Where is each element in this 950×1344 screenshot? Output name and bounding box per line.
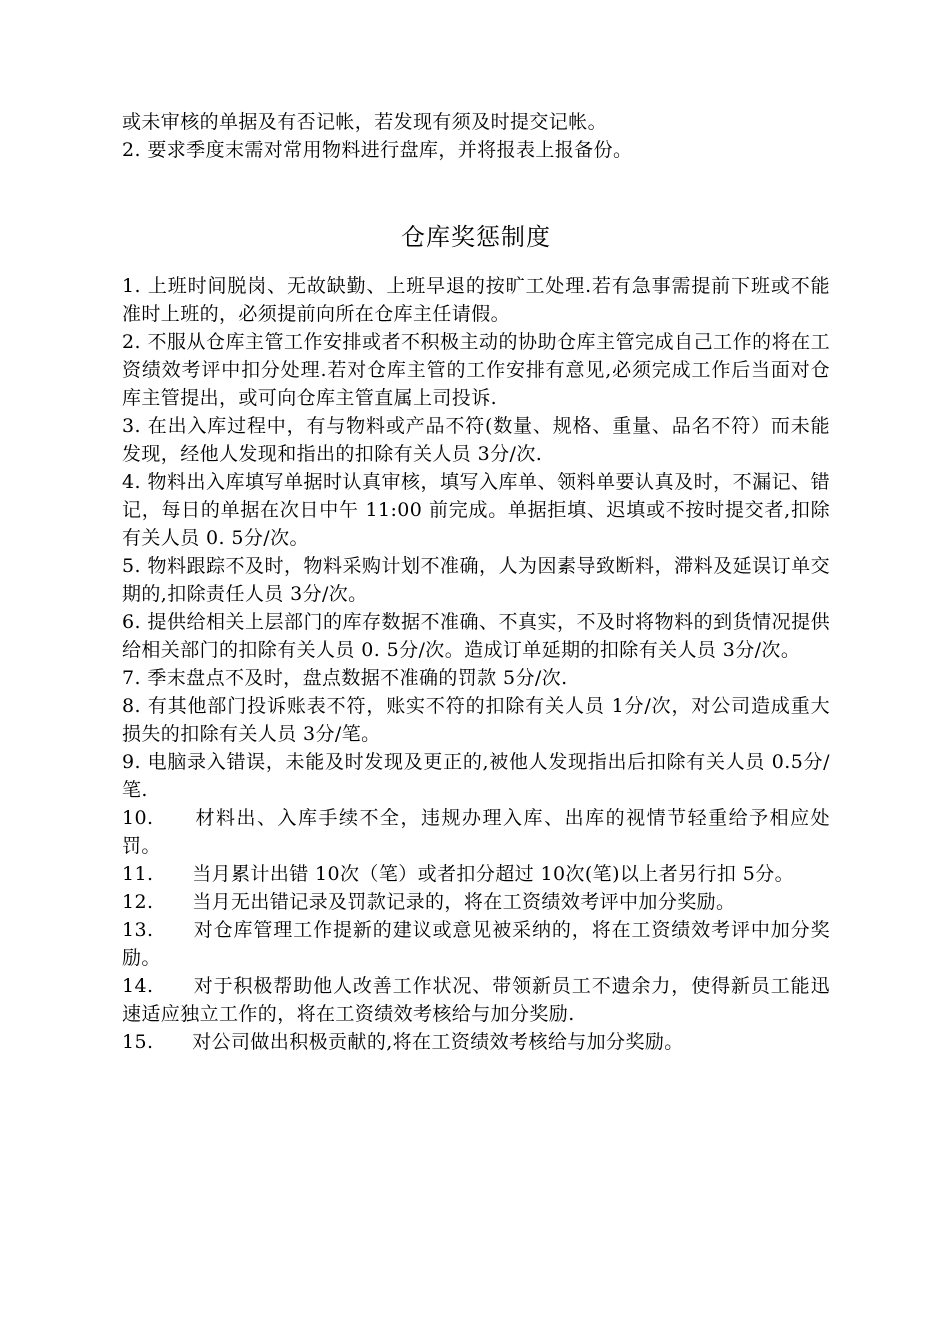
rule-item: 2. 不服从仓库主管工作安排或者不积极主动的协助仓库主管完成自己工作的将在工资绩效考评中扣分处理.若对仓库主管的工作安排有意见,必须完成工作后当面对仓库主管提出，或可向仓库主管直属上司投诉. xyxy=(122,331,830,409)
rule-item: 13. 对仓库管理工作提新的建议或意见被采纳的，将在工资绩效考评中加分奖励。 xyxy=(122,919,830,969)
rule-item: 4. 物料出入库填写单据时认真审核，填写入库单、领料单要认真及时，不漏记、错记，每日的单据在次日中午 11:00 前完成。单据拒填、迟填或不按时提交者,扣除有关人员 0. 5分/次。 xyxy=(122,471,830,549)
rule-item: 1. 上班时间脱岗、无故缺勤、上班早退的按旷工处理.若有急事需提前下班或不能准时上班的，必须提前向所在仓库主任请假。 xyxy=(122,275,830,325)
rule-item: 9. 电脑录入错误，未能及时发现及更正的,被他人发现指出后扣除有关人员 0.5分/笔. xyxy=(122,751,830,801)
intro-paragraph: 2. 要求季度末需对常用物料进行盘库，并将报表上报备份。 xyxy=(122,139,633,161)
document-content xyxy=(122,108,830,1056)
section-title: 仓库奖惩制度 xyxy=(401,223,551,251)
rule-item: 8. 有其他部门投诉账表不符，账实不符的扣除有关人员 1分/次，对公司造成重大损失的扣除有关人员 3分/笔。 xyxy=(122,695,830,745)
rule-item: 5. 物料跟踪不及时，物料采购计划不准确，人为因素导致断料，滞料及延误订单交期的,扣除责任人员 3分/次。 xyxy=(122,555,830,605)
rule-item: 12. 当月无出错记录及罚款记录的，将在工资绩效考评中加分奖励。 xyxy=(122,891,736,913)
rule-item: 6. 提供给相关上层部门的库存数据不准确、不真实，不及时将物料的到货情况提供给相关部门的扣除有关人员 0. 5分/次。造成订单延期的扣除有关人员 3分/次。 xyxy=(122,611,830,661)
rule-item: 11. 当月累计出错 10次（笔）或者扣分超过 10次(笔)以上者另行扣 5分。 xyxy=(122,863,795,885)
intro-section xyxy=(122,108,830,164)
rule-item: 14. 对于积极帮助他人改善工作状况、带领新员工不遗余力，使得新员工能迅速适应独立工作的，将在工资绩效考核给与加分奖励. xyxy=(122,975,830,1025)
rule-item: 3. 在出入库过程中，有与物料或产品不符(数量、规格、重量、品名不符）而未能发现，经他人发现和指出的扣除有关人员 3分/次. xyxy=(122,415,830,465)
rule-item: 15. 对公司做出积极贡献的,将在工资绩效考核给与加分奖励。 xyxy=(122,1031,684,1053)
rule-item: 7. 季末盘点不及时，盘点数据不准确的罚款 5分/次. xyxy=(122,667,568,689)
rule-item: 10. 材料出、入库手续不全，违规办理入库、出库的视情节轻重给予相应处罚。 xyxy=(122,807,830,857)
rules-list xyxy=(122,272,830,1056)
intro-paragraph: 或未审核的单据及有否记帐，若发现有须及时提交记帐。 xyxy=(122,111,608,133)
